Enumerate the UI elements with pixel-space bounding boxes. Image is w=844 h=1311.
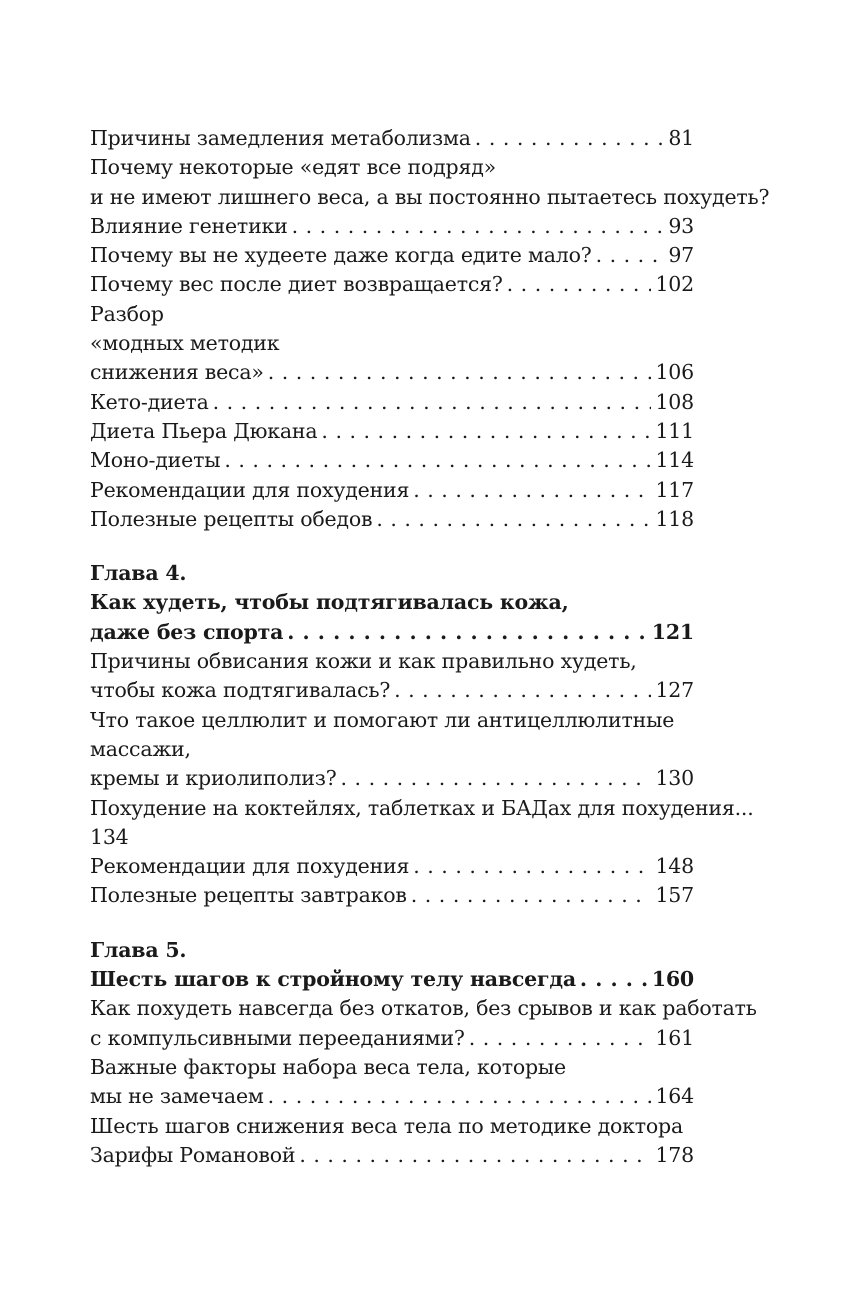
toc-entry[interactable] <box>90 388 694 417</box>
toc-entry[interactable] <box>90 241 694 270</box>
toc-entry-title: Кето-диета <box>90 389 209 414</box>
toc-entry-title: Важные факторы набора веса тела, которые <box>90 1054 566 1079</box>
toc-entry-title: Как похудеть навсегда без откатов, без срывов и как работать <box>90 996 757 1021</box>
toc-entry-page: 106 <box>655 360 694 385</box>
dot-leader <box>413 476 651 505</box>
toc-entry-title: Рекомендации для похудения <box>90 477 410 502</box>
toc-entry-title: Что такое целлюлит и помогают ли антицеллюлитные <box>90 707 675 732</box>
toc-entry <box>90 183 770 212</box>
dot-leader <box>321 417 651 446</box>
toc-entry <box>90 300 694 329</box>
toc-entry-title: кремы и криолиполиз? <box>90 766 337 791</box>
toc-entry-page: 81 <box>668 126 694 150</box>
toc-entry-title: Диета Пьера Дюкана <box>90 418 318 443</box>
dot-leader <box>268 1082 652 1111</box>
toc-entry[interactable] <box>90 476 694 505</box>
toc-entry-page-standalone: 134 <box>90 824 129 849</box>
toc-entry-page: 117 <box>655 477 694 502</box>
toc-entry-page: 97 <box>668 243 694 268</box>
toc-entry-page: 118 <box>655 506 694 531</box>
toc-entry <box>90 1053 694 1082</box>
toc-entry-title: Рекомендации для похудения <box>90 854 410 879</box>
chapter-4-label: Глава 4. <box>90 561 187 586</box>
toc-entry <box>90 706 694 735</box>
table-of-contents <box>90 124 770 1170</box>
dot-leader <box>341 764 652 793</box>
chapter-5-page: 160 <box>651 967 694 992</box>
toc-entry-page: 114 <box>655 448 694 473</box>
chapter-4-title-line2: даже без спорта <box>90 619 284 644</box>
chapter-label <box>90 936 694 965</box>
chapter-5-label: Глава 5. <box>90 937 187 962</box>
toc-entry[interactable] <box>90 764 694 793</box>
toc-entry <box>90 647 694 676</box>
chapter-4-page: 121 <box>651 619 694 644</box>
toc-entry <box>90 1112 694 1141</box>
toc-entry-page: 108 <box>655 389 694 414</box>
toc-entry-title: массажи, <box>90 736 191 761</box>
toc-entry-title: «модных методик <box>90 331 280 356</box>
dot-leader <box>224 446 651 475</box>
toc-entry-page: 93 <box>668 213 694 238</box>
dot-leader <box>268 358 652 387</box>
toc-entry[interactable] <box>90 1141 694 1170</box>
toc-entry-title: Почему вес после диет возвращается? <box>90 272 503 297</box>
dot-leader <box>394 676 651 705</box>
toc-entry <box>90 994 757 1023</box>
toc-entry-page: 102 <box>655 272 694 297</box>
dot-leader <box>287 618 648 647</box>
toc-entry-title: Зарифы Романовой <box>90 1142 296 1167</box>
toc-entry <box>90 794 754 823</box>
toc-entry[interactable] <box>90 505 694 534</box>
toc-entry <box>90 823 694 852</box>
toc-entry[interactable] <box>90 270 694 299</box>
toc-entry-title: и не имеют лишнего веса, а вы постоянно пытаетесь похудеть? <box>90 184 770 209</box>
toc-entry-title: Полезные рецепты завтраков <box>90 883 407 908</box>
dot-leader <box>596 241 665 270</box>
toc-entry-page: 127 <box>655 678 694 703</box>
section-gap <box>90 911 694 936</box>
toc-entry-title: снижения веса» <box>90 360 264 385</box>
toc-entry <box>90 329 694 358</box>
chapter-4-title-line1: Как худеть, чтобы подтягивалась кожа, <box>90 590 569 615</box>
toc-entry-title: с компульсивными перееданиями? <box>90 1025 465 1050</box>
toc-entry-title: чтобы кожа подтягивалась? <box>90 678 391 703</box>
toc-entry[interactable] <box>90 417 694 446</box>
toc-entry[interactable] <box>90 1024 694 1053</box>
toc-entry-title: Влияние генетики <box>90 213 288 238</box>
toc-entry[interactable] <box>90 881 694 910</box>
chapter-5-title: Шесть шагов к стройному телу навсегда <box>90 967 576 992</box>
section-gap <box>90 534 694 559</box>
dot-leader <box>475 124 665 153</box>
dot-leader <box>213 388 652 417</box>
chapter-title-entry[interactable] <box>90 965 694 994</box>
dot-leader <box>413 852 651 881</box>
toc-entry-title: Похудение на коктейлях, таблетках и БАДах для похудения... <box>90 795 754 820</box>
toc-entry-title: Моно-диеты <box>90 448 221 473</box>
dot-leader <box>376 505 651 534</box>
toc-entry[interactable] <box>90 676 694 705</box>
dot-leader <box>299 1141 651 1170</box>
dot-leader <box>292 212 665 241</box>
chapter-title <box>90 588 694 617</box>
toc-entry-page: 164 <box>655 1084 694 1109</box>
chapter-title-entry[interactable] <box>90 618 694 647</box>
toc-entry-page: 148 <box>655 854 694 879</box>
toc-entry-title: Разбор <box>90 301 164 326</box>
toc-entry-page: 130 <box>655 766 694 791</box>
toc-entry[interactable] <box>90 124 694 153</box>
toc-entry[interactable] <box>90 852 694 881</box>
toc-entry[interactable] <box>90 212 694 241</box>
toc-entry <box>90 735 694 764</box>
toc-entry-title: Причины замедления метаболизма <box>90 126 471 150</box>
toc-entry-page: 178 <box>655 1142 694 1167</box>
dot-leader <box>580 965 648 994</box>
toc-entry-page: 157 <box>655 883 694 908</box>
toc-entry-title: Почему некоторые «едят все подряд» <box>90 155 496 180</box>
toc-entry-title: мы не замечаем <box>90 1084 264 1109</box>
toc-entry-page: 161 <box>655 1025 694 1050</box>
dot-leader <box>469 1024 652 1053</box>
toc-entry[interactable] <box>90 358 694 387</box>
dot-leader <box>411 881 652 910</box>
toc-entry <box>90 153 694 182</box>
toc-entry[interactable] <box>90 1082 694 1111</box>
toc-entry[interactable] <box>90 446 694 475</box>
toc-entry-title: Причины обвисания кожи и как правильно худеть, <box>90 649 637 674</box>
toc-entry-page: 111 <box>655 418 694 443</box>
toc-entry-title: Шесть шагов снижения веса тела по методике доктора <box>90 1113 683 1138</box>
toc-entry-title: Полезные рецепты обедов <box>90 506 373 531</box>
toc-entry-title: Почему вы не худеете даже когда едите мало? <box>90 243 592 268</box>
chapter-label <box>90 559 694 588</box>
dot-leader <box>507 270 652 299</box>
